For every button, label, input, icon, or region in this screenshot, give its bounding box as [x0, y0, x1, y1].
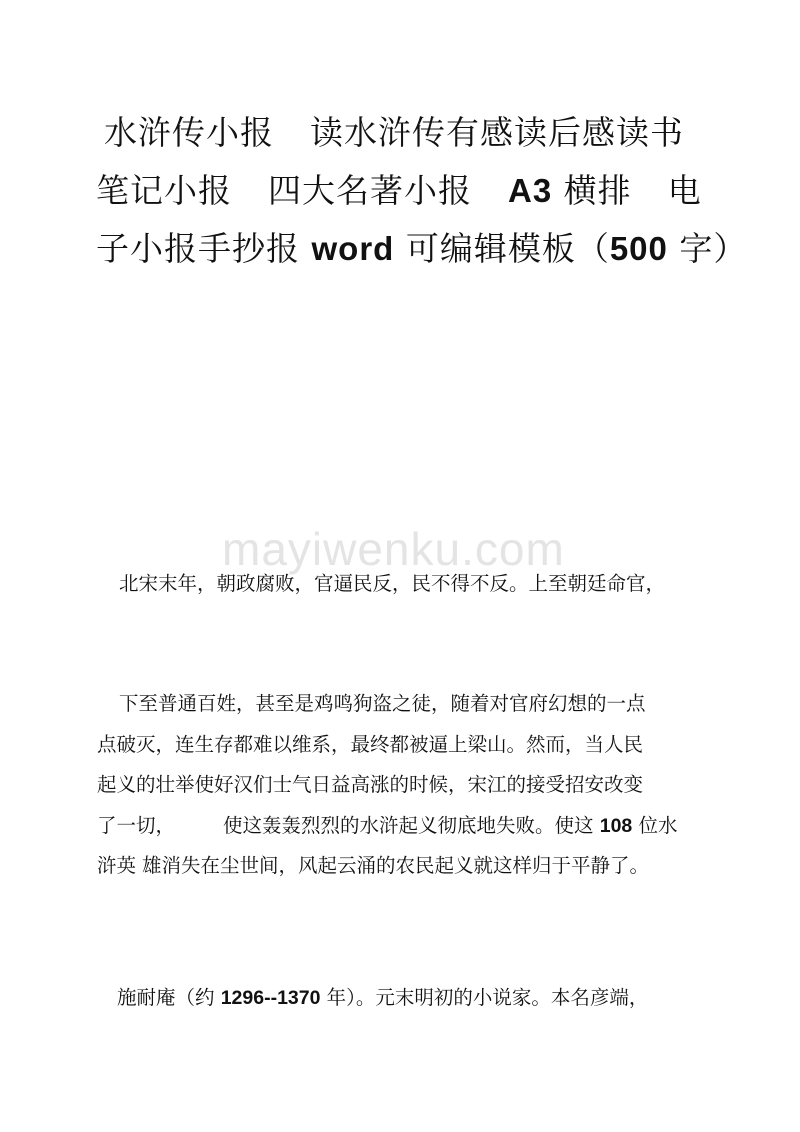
- watermark: mayiwenku.com: [222, 523, 565, 575]
- title-segment: 子小报手抄报: [96, 229, 312, 268]
- title-segment: 水浒传小报: [104, 113, 274, 152]
- title-line-2: [96, 162, 716, 220]
- paragraph-2: [97, 684, 717, 887]
- text-segment: 年）。元末明初的小说家。本名彦端，: [320, 986, 649, 1009]
- text-segment: 1296--1370: [220, 987, 321, 1009]
- paragraph-line: 点破灭，连生存都难以维系，最终都被逼上梁山。然而，当人民: [97, 732, 644, 756]
- text-segment: 施耐庵（约: [117, 986, 221, 1009]
- text-segment: 位水: [632, 813, 678, 837]
- text-segment: 了一切，: [97, 813, 176, 837]
- paragraph-line: 下至普通百姓，甚至是鸡鸣狗盗之徒，随着对官府幻想的一点: [119, 692, 646, 715]
- text-segment: 使这轰轰烈烈的水浒起义彻底地失败。使这: [223, 813, 600, 837]
- paragraph-1: [97, 564, 717, 605]
- title-line-3: [96, 220, 748, 278]
- title-line-1: [96, 104, 716, 162]
- title-segment: 横排: [552, 171, 632, 210]
- title-segment: 500: [609, 230, 668, 267]
- paragraph-line: [97, 806, 717, 847]
- text-segment: 雄消失在尘世间，风起云涌的农民起义就这样归于平静了。: [142, 854, 650, 877]
- title-segment: word: [311, 230, 395, 267]
- title-segment: 字）: [667, 229, 748, 268]
- paragraph-line: [97, 978, 717, 1019]
- paragraph-3: [97, 978, 717, 1019]
- title-segment: 电: [667, 171, 702, 210]
- title-segment: 可编辑模板（: [394, 229, 610, 268]
- paragraph-line: 起义的壮举使好汉们士气日益高涨的时候，宋江的接受招安改变: [97, 773, 644, 796]
- text-segment: 108: [599, 814, 633, 837]
- text-segment: 浒英: [97, 854, 137, 877]
- paragraph-line: 北宋末年，朝政腐败，官逼民反，民不得不反。上至朝廷命官，: [119, 572, 666, 595]
- title-segment: 笔记小报: [96, 171, 232, 210]
- title-segment: A3: [508, 172, 553, 209]
- document-title: [96, 104, 748, 278]
- paragraph-line: [97, 846, 717, 887]
- title-segment: 四大名著小报: [268, 171, 472, 210]
- title-segment: 读水浒传有感读后感读书: [310, 113, 684, 152]
